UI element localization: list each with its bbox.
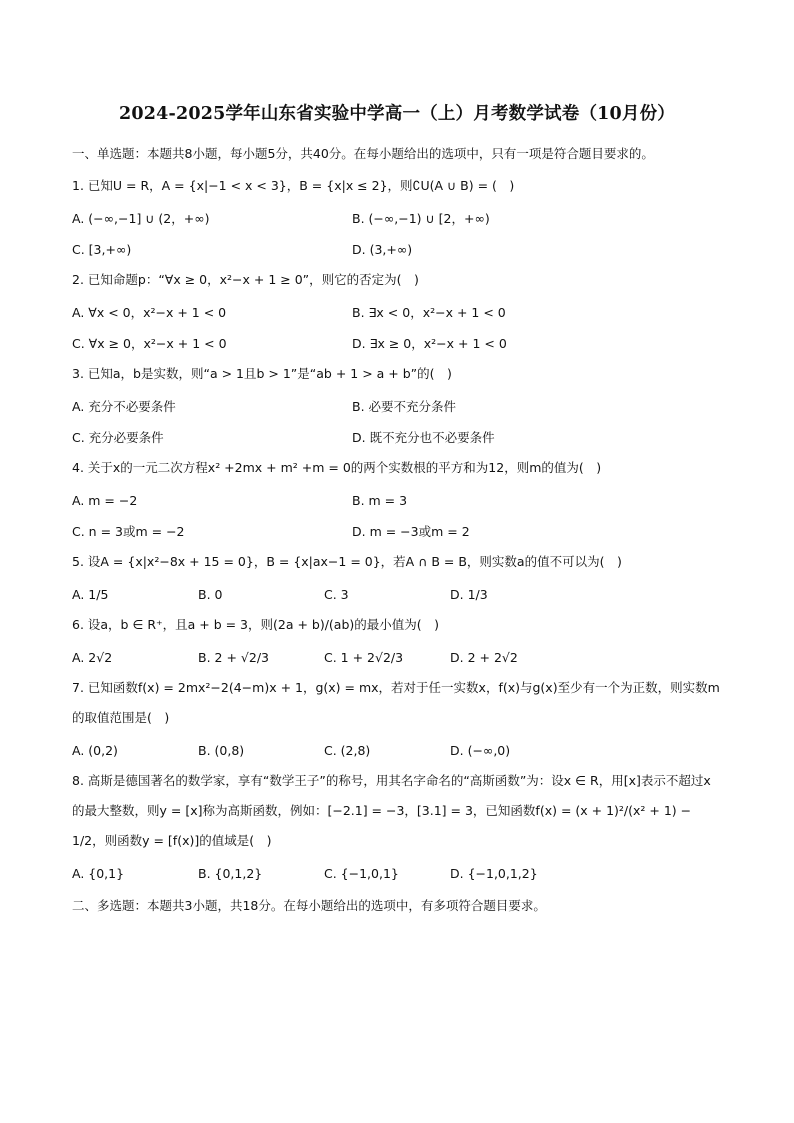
option-b: B. {0,1,2} [198, 866, 263, 881]
option-d: D. {−1,0,1,2} [450, 866, 538, 881]
option-c: C. [3,+∞) [72, 242, 132, 257]
question-2-options [72, 297, 722, 359]
option-c: C. 1 + 2√2/3 [324, 650, 404, 665]
option-b: B. ∃x < 0，x²−x + 1 < 0 [352, 305, 506, 320]
option-d: D. 1/3 [450, 587, 488, 602]
question-3-options [72, 391, 722, 453]
option-d: D. (3,+∞) [352, 242, 413, 257]
option-d: D. ∃x ≥ 0，x²−x + 1 < 0 [352, 336, 507, 351]
option-d: D. m = −3或m = 2 [352, 524, 470, 539]
option-a: A. {0,1} [72, 866, 125, 881]
option-a: A. m = −2 [72, 493, 138, 508]
question-6-options [72, 642, 722, 673]
option-a: A. (−∞,−1] ∪ (2，+∞) [72, 211, 210, 226]
question-8: 8. 高斯是德国著名的数学家，享有“数学王子”的称号，用其名字命名的“高斯函数”为：设x ∈ R，用[x]表示不超过x的最大整数，则y = [x]称为高斯函数，例如：[−2.1] = −3，[3.1] = 3，已知函数f(x) = (x + 1)²/(x² + 1) − 1/2，则函数y = [f(x)]的值域是( ) [72, 773, 711, 848]
option-a: A. 充分不必要条件 [72, 399, 176, 414]
question-1-options [72, 203, 722, 265]
option-a: A. 1/5 [72, 587, 109, 602]
option-a: A. (0,2) [72, 743, 118, 758]
question-1: 1. 已知U = R，A = {x|−1 < x < 3}，B = {x|x ≤ 2}，则∁U(A ∪ B) = ( ) [72, 178, 515, 193]
option-c: C. 充分必要条件 [72, 430, 164, 445]
option-c: C. {−1,0,1} [324, 866, 399, 881]
exam-page [72, 100, 722, 923]
option-b: B. 必要不充分条件 [352, 399, 457, 414]
question-5-options [72, 579, 722, 610]
option-b: B. 2 + √2/3 [198, 650, 269, 665]
section-heading-single-choice: 一、单选题：本题共8小题，每小题5分，共40分。在每小题给出的选项中，只有一项是符合题目要求的。 [72, 146, 654, 161]
question-4-options [72, 485, 722, 547]
question-6: 6. 设a，b ∈ R⁺，且a + b = 3，则(2a + b)/(ab)的最小值为( ) [72, 617, 440, 632]
option-c: C. n = 3或m = −2 [72, 524, 185, 539]
question-7-options [72, 735, 722, 766]
option-a: A. 2√2 [72, 650, 113, 665]
option-b: B. 0 [198, 587, 223, 602]
option-b: B. (0,8) [198, 743, 245, 758]
option-c: C. ∀x ≥ 0，x²−x + 1 < 0 [72, 336, 227, 351]
question-2: 2. 已知命题p：“∀x ≥ 0，x²−x + 1 ≥ 0”，则它的否定为( ) [72, 272, 419, 287]
page-title: 2024-2025学年山东省实验中学高一（上）月考数学试卷（10月份） [118, 104, 676, 124]
option-c: C. (2,8) [324, 743, 371, 758]
question-8-options [72, 858, 722, 889]
section-heading-multiple-choice: 二、多选题：本题共3小题，共18分。在每小题给出的选项中，有多项符合题目要求。 [72, 898, 546, 913]
question-5: 5. 设A = {x|x²−8x + 15 = 0}，B = {x|ax−1 = 0}，若A ∩ B = B，则实数a的值不可以为( ) [72, 554, 622, 569]
option-d: D. 2 + 2√2 [450, 650, 518, 665]
option-c: C. 3 [324, 587, 349, 602]
option-d: D. (−∞,0) [450, 743, 511, 758]
option-b: B. (−∞,−1) ∪ [2，+∞) [352, 211, 490, 226]
question-7: 7. 已知函数f(x) = 2mx²−2(4−m)x + 1，g(x) = mx，若对于任一实数x，f(x)与g(x)至少有一个为正数，则实数m的取值范围是( ) [72, 680, 720, 725]
option-a: A. ∀x < 0，x²−x + 1 < 0 [72, 305, 227, 320]
question-3: 3. 已知a，b是实数，则“a > 1且b > 1”是“ab + 1 > a + b”的( ) [72, 366, 452, 381]
question-4: 4. 关于x的一元二次方程x² +2mx + m² +m = 0的两个实数根的平方和为12，则m的值为( ) [72, 460, 602, 475]
option-b: B. m = 3 [352, 493, 408, 508]
option-d: D. 既不充分也不必要条件 [352, 430, 495, 445]
